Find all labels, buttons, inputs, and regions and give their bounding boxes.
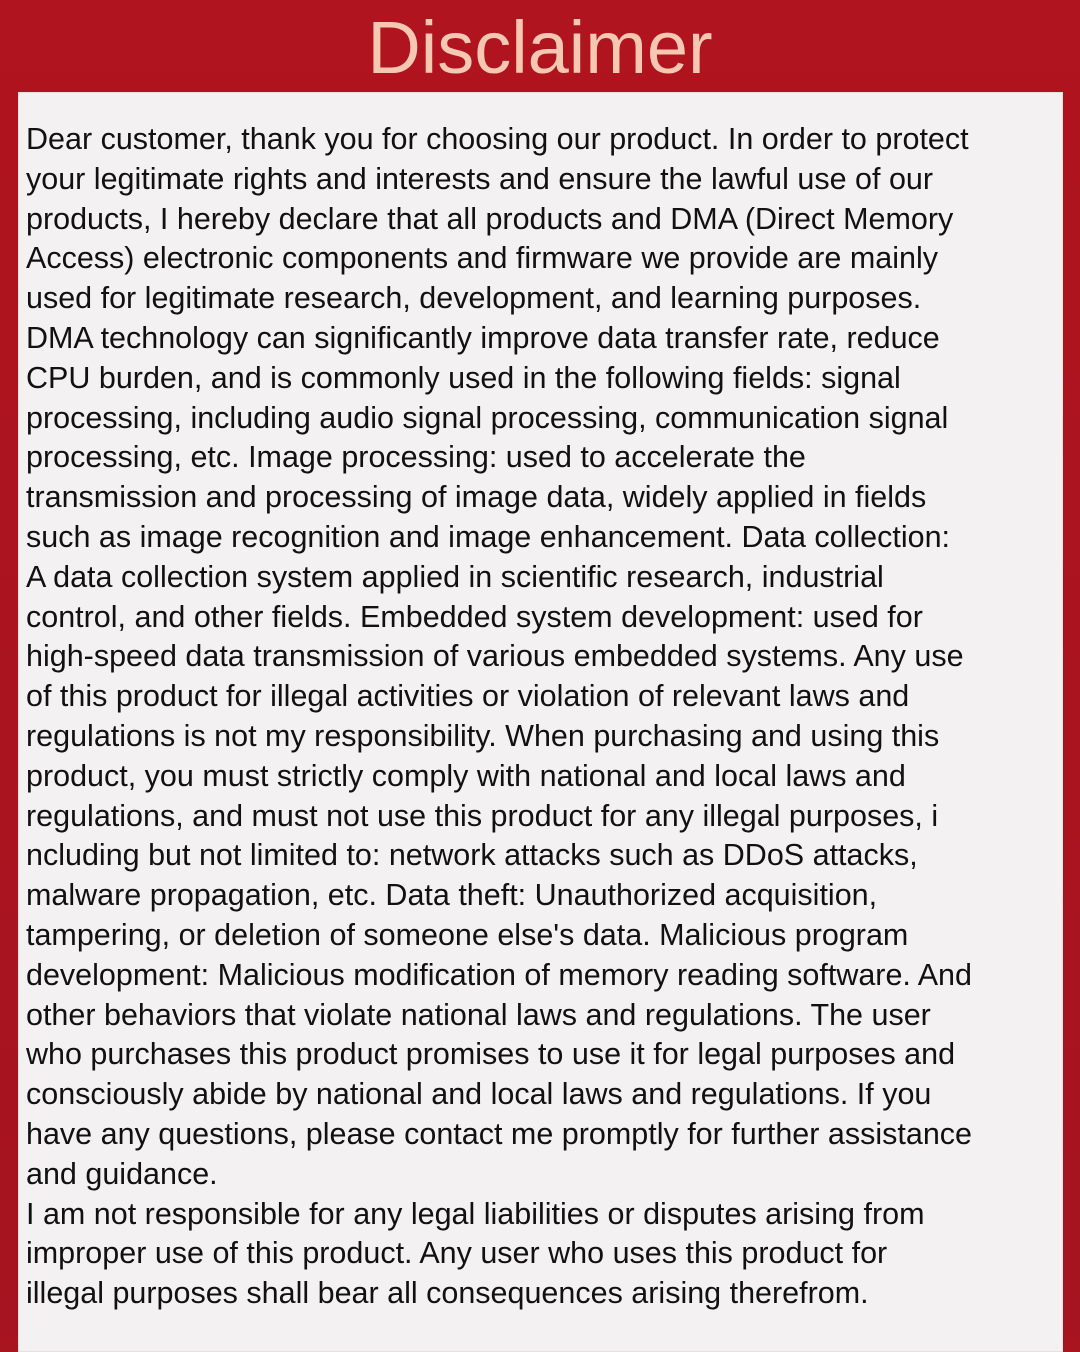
disclaimer-body: Dear customer, thank you for choosing our product. In order to protect your legitimate rights and interests and ensure the lawful use of our products, I hereby declare that all products and DMA (Direct Memory Access) electronic components and firmware we provide are mainly used for legitimate research, development, and learning purposes. DMA technology can significantly improve data transfer rate, reduce CPU burden, and is commonly used in the following fields: signal processing, including audio signal processing, communication signal processing, etc. Image processing: used to accelerate the transmission and processing of image data, widely applied in fields such as image recognition and image enhancement. Data collection: A data collection system applied in scientific research, industrial control, and other fields. Embedded system development: used for high-speed data transmission of various embedded systems. Any use of this product for illegal activities or violation of relevant laws and regulations is not my responsibility. When purchasing and using this product, you must strictly comply with national and local laws and regulations, and must not use this product for any illegal purposes, i ncluding but not limited to: network attacks such as DDoS attacks, malware propagation, etc. Data theft: Unauthorized acquisition, tampering, or deletion of someone else's data. Malicious program development: Malicious modification of memory reading software. And other behaviors that violate national laws and regulations. The user who purchases this product promises to use it for legal purposes and consciously abide by national and local laws and regulations. If you have any questions, please contact me promptly for further assistance and guidance. I am not responsible for any legal liabilities or disputes arising from improper use of this product. Any user who uses this product for illegal purposes shall bear all consequences arising therefrom. xyxy=(26,122,972,1311)
page-title: Disclaimer xyxy=(367,6,713,89)
